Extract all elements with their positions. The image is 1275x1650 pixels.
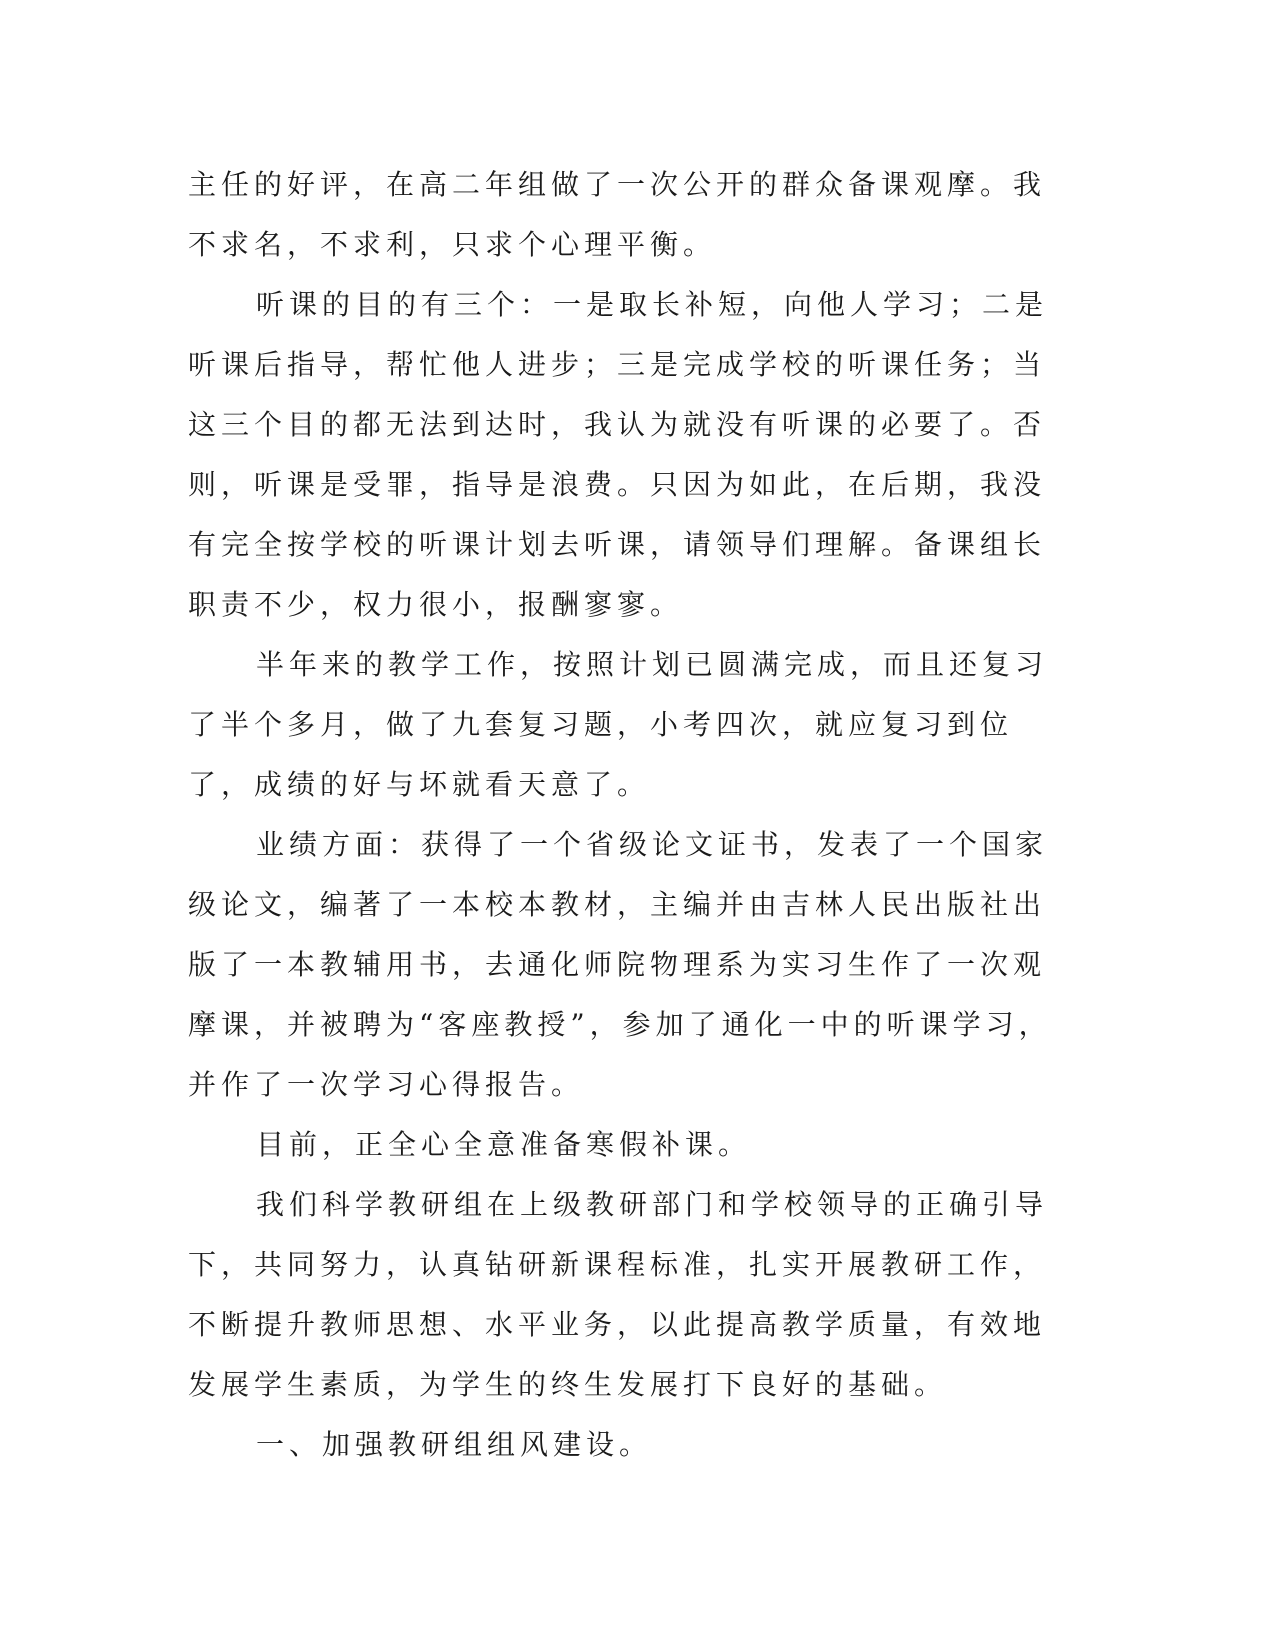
paragraph-7: 一、加强教研组组风建设。 <box>256 1428 653 1461</box>
body-text <box>188 155 1068 1475</box>
paragraph-1: 主任的好评，在高二年组做了一次公开的群众备课观摩。我不求名，不求利，只求个心理平衡。 <box>188 168 1047 261</box>
paragraph-6: 我们科学教研组在上级教研部门和学校领导的正确引导下，共同努力，认真钻研新课程标准，扎实开展教研工作，不断提升教师思想、水平业务，以此提高教学质量，有效地发展学生素质，为学生的终生发展打下良好的基础。 <box>188 1188 1049 1401</box>
paragraph-3: 半年来的教学工作，按照计划已圆满完成，而且还复习了半个多月，做了九套复习题，小考四次，就应复习到位了，成绩的好与坏就看天意了。 <box>188 648 1049 801</box>
paragraph-5: 目前，正全心全意准备寒假补课。 <box>256 1128 752 1161</box>
paragraph-4: 业绩方面：获得了一个省级论文证书，发表了一个国家级论文，编著了一本校本教材，主编并由吉林人民出版社出版了一本教辅用书，去通化师院物理系为实习生作了一次观摩课，并被聘为“客座教授”，参加了通化一中的听课学习，并作了一次学习心得报告。 <box>188 828 1052 1101</box>
paragraph-2: 听课的目的有三个：一是取长补短，向他人学习；二是听课后指导，帮忙他人进步；三是完成学校的听课任务；当这三个目的都无法到达时，我认为就没有听课的必要了。否则，听课是受罪，指导是浪费。只因为如此，在后期，我没有完全按学校的听课计划去听课，请领导们理解。备课组长职责不少，权力很小，报酬寥寥。 <box>188 288 1049 621</box>
